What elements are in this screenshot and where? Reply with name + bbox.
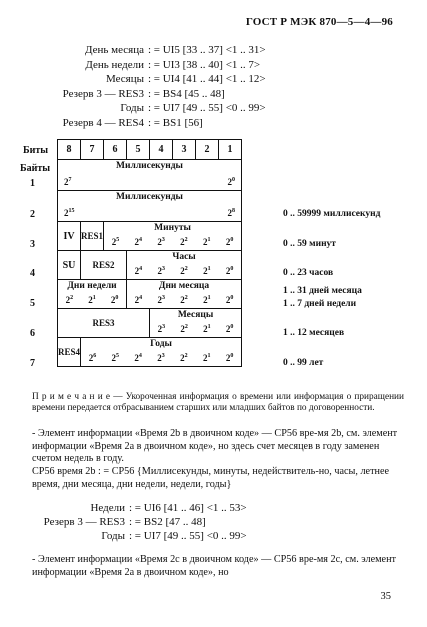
field-name: Годы <box>150 339 172 349</box>
range-note: 1 .. 12 месяцев <box>283 328 345 338</box>
bit-number: 7 <box>81 140 104 160</box>
bit-number: 3 <box>173 140 196 160</box>
definition-label: Резерв 3 — RES3 <box>43 516 125 528</box>
reserve-cell: RES2 <box>81 251 127 280</box>
table-row <box>58 338 242 367</box>
field-name: Миллисекунды <box>116 192 183 202</box>
su-cell: SU <box>58 251 81 280</box>
table-row <box>58 160 242 191</box>
bits-label: Биты <box>23 145 49 156</box>
byte-number: 3 <box>30 239 35 250</box>
power-label: $2^1$ <box>88 295 96 305</box>
power-label: $2^6$ <box>88 353 97 363</box>
byte-number: 7 <box>30 358 35 369</box>
power-label: $2^4$ <box>134 353 142 363</box>
power-label: $2^1$ <box>202 353 211 363</box>
power-label: $2^3$ <box>157 237 165 247</box>
paragraph: - Элемент информации «Время 2c в двоичном коде» — CP56 вре-мя 2c, см. элемент информации «Время 2a в двоичном коде», но <box>32 554 396 578</box>
power-label: $2^1$ <box>203 266 211 276</box>
bit-number-row <box>58 140 242 160</box>
power-label: $2^0$ <box>225 237 234 247</box>
bit-number: 4 <box>150 140 173 160</box>
definition-value: : = UI5 [33 .. 37] <1 .. 31> <box>148 44 266 56</box>
power-label: $2^0$ <box>227 177 236 187</box>
power-label: $2^2$ <box>180 324 188 334</box>
field-name: Минуты <box>154 223 191 233</box>
bit-number: 2 <box>196 140 219 160</box>
bit-layout-table <box>57 139 242 367</box>
power-label: $2^2$ <box>65 295 74 305</box>
power-label: $2^2$ <box>180 353 188 363</box>
bit-number: 5 <box>127 140 150 160</box>
definition-label: Резерв 4 — RES4 <box>62 116 144 129</box>
field-cell <box>127 251 242 280</box>
table-row <box>58 191 242 222</box>
range-note: 0 .. 59 минут <box>283 239 336 249</box>
field-cell <box>58 280 127 309</box>
range-note: 0 .. 23 часов <box>283 268 334 278</box>
table-row <box>58 280 242 309</box>
definition-label: Годы <box>120 102 144 114</box>
power-label: $2^5$ <box>111 237 120 247</box>
byte-number: 5 <box>30 298 35 309</box>
power-label: $2^1$ <box>203 324 211 334</box>
range-note: 0 .. 59999 миллисекунд <box>283 209 381 219</box>
definition-label: День недели <box>85 58 144 71</box>
range-note: 1 .. 31 дней месяца <box>283 286 362 296</box>
byte-number: 6 <box>30 328 35 339</box>
power-label: $2^1$ <box>203 237 211 247</box>
paragraph: - Элемент информации «Время 2b в двоичном коде» — CP56 вре-мя 2b, см. элемент информации «Время 2a в двоичном коде», но здесь счет месяцев в году заменен счетом недель в году. <box>32 428 398 464</box>
power-label: $2^0$ <box>225 324 234 334</box>
definition-value: : = UI6 [41 .. 46] <1 .. 53> <box>129 502 247 514</box>
field-name: Часы <box>172 252 196 262</box>
power-label: $2^0$ <box>225 353 234 363</box>
byte-number: 1 <box>30 178 35 189</box>
definition-label: Недели <box>90 502 125 514</box>
reserve-cell: RES1 <box>81 222 104 251</box>
power-label: $2^3$ <box>157 353 165 363</box>
definition-label: Резерв 3 — RES3 <box>62 87 144 100</box>
field-name: Миллисекунды <box>116 161 183 171</box>
power-label: $2^4$ <box>134 266 143 276</box>
field-cell <box>150 309 242 338</box>
power-label: $2^0$ <box>225 266 234 276</box>
power-label: $2^2$ <box>180 295 188 305</box>
reserve-cell: RES4 <box>58 338 81 367</box>
definition-label: День месяца <box>84 44 144 56</box>
definition-value: : = UI4 [41 .. 44] <1 .. 12> <box>148 73 266 85</box>
definition-value: : = UI3 [38 .. 40] <1 .. 7> <box>148 58 261 71</box>
reserve-cell: RES3 <box>58 309 150 338</box>
iv-cell: IV <box>58 222 81 251</box>
field-cell <box>58 191 242 222</box>
definition-value: : = BS4 [45 .. 48] <box>148 87 225 100</box>
byte-number: 2 <box>30 209 35 220</box>
power-label: $2^1$ <box>203 295 211 305</box>
field-name: Дни месяца <box>158 281 210 291</box>
field-cell <box>127 280 242 309</box>
definition-value: : = UI7 [49 .. 55] <0 .. 99> <box>129 530 247 542</box>
document-header: ГОСТ Р МЭК 870—5—4—96 <box>245 16 393 28</box>
bit-number: 6 <box>104 140 127 160</box>
power-label: $2^0$ <box>225 295 234 305</box>
field-cell <box>104 222 242 251</box>
power-label: $2^4$ <box>134 295 143 305</box>
page-number: 35 <box>380 591 391 602</box>
power-label: $2^{15}$ <box>64 208 75 218</box>
power-label: $2^7$ <box>64 177 72 187</box>
field-name: Месяцы <box>177 310 214 320</box>
power-label: $2^3$ <box>157 295 165 305</box>
definition-value: : = BS2 [47 .. 48] <box>129 516 206 528</box>
field-name: Дни недели <box>67 281 117 291</box>
bytes-label: Байты <box>20 163 51 174</box>
power-label: $2^2$ <box>180 237 188 247</box>
range-note: 1 .. 7 дней недели <box>283 299 357 309</box>
power-label: $2^5$ <box>111 353 120 363</box>
definition-label: Месяцы <box>105 73 144 85</box>
power-label: $2^2$ <box>180 266 188 276</box>
power-label: $2^8$ <box>227 208 236 218</box>
table-row <box>58 222 242 251</box>
power-label: $2^3$ <box>157 324 166 334</box>
definition-value: : = UI7 [49 .. 55] <0 .. 99> <box>148 102 266 114</box>
definition-value: : = BS1 [56] <box>148 116 203 129</box>
power-label: $2^0$ <box>110 295 119 305</box>
paragraph: CP56 время 2b : = CP56 {Миллисекунды, минуты, недействитель-но, часы, летнее время, дни месяца, дни недели, недели, годы} <box>32 466 390 490</box>
field-cell <box>58 160 242 191</box>
bit-number: 1 <box>219 140 242 160</box>
table-row <box>58 251 242 280</box>
table-row <box>58 309 242 338</box>
definition-label: Годы <box>101 530 125 542</box>
field-cell <box>81 338 242 367</box>
power-label: $2^4$ <box>134 237 143 247</box>
table-note: П р и м е ч а н и е — Укороченная информация о времени или информация о приращении времени передается отбрасыванием старших или младших байтов по договоренности. <box>32 392 404 413</box>
power-label: $2^3$ <box>157 266 165 276</box>
range-note: 0 .. 99 лет <box>283 358 324 368</box>
bit-number: 8 <box>58 140 81 160</box>
byte-number: 4 <box>30 268 35 279</box>
